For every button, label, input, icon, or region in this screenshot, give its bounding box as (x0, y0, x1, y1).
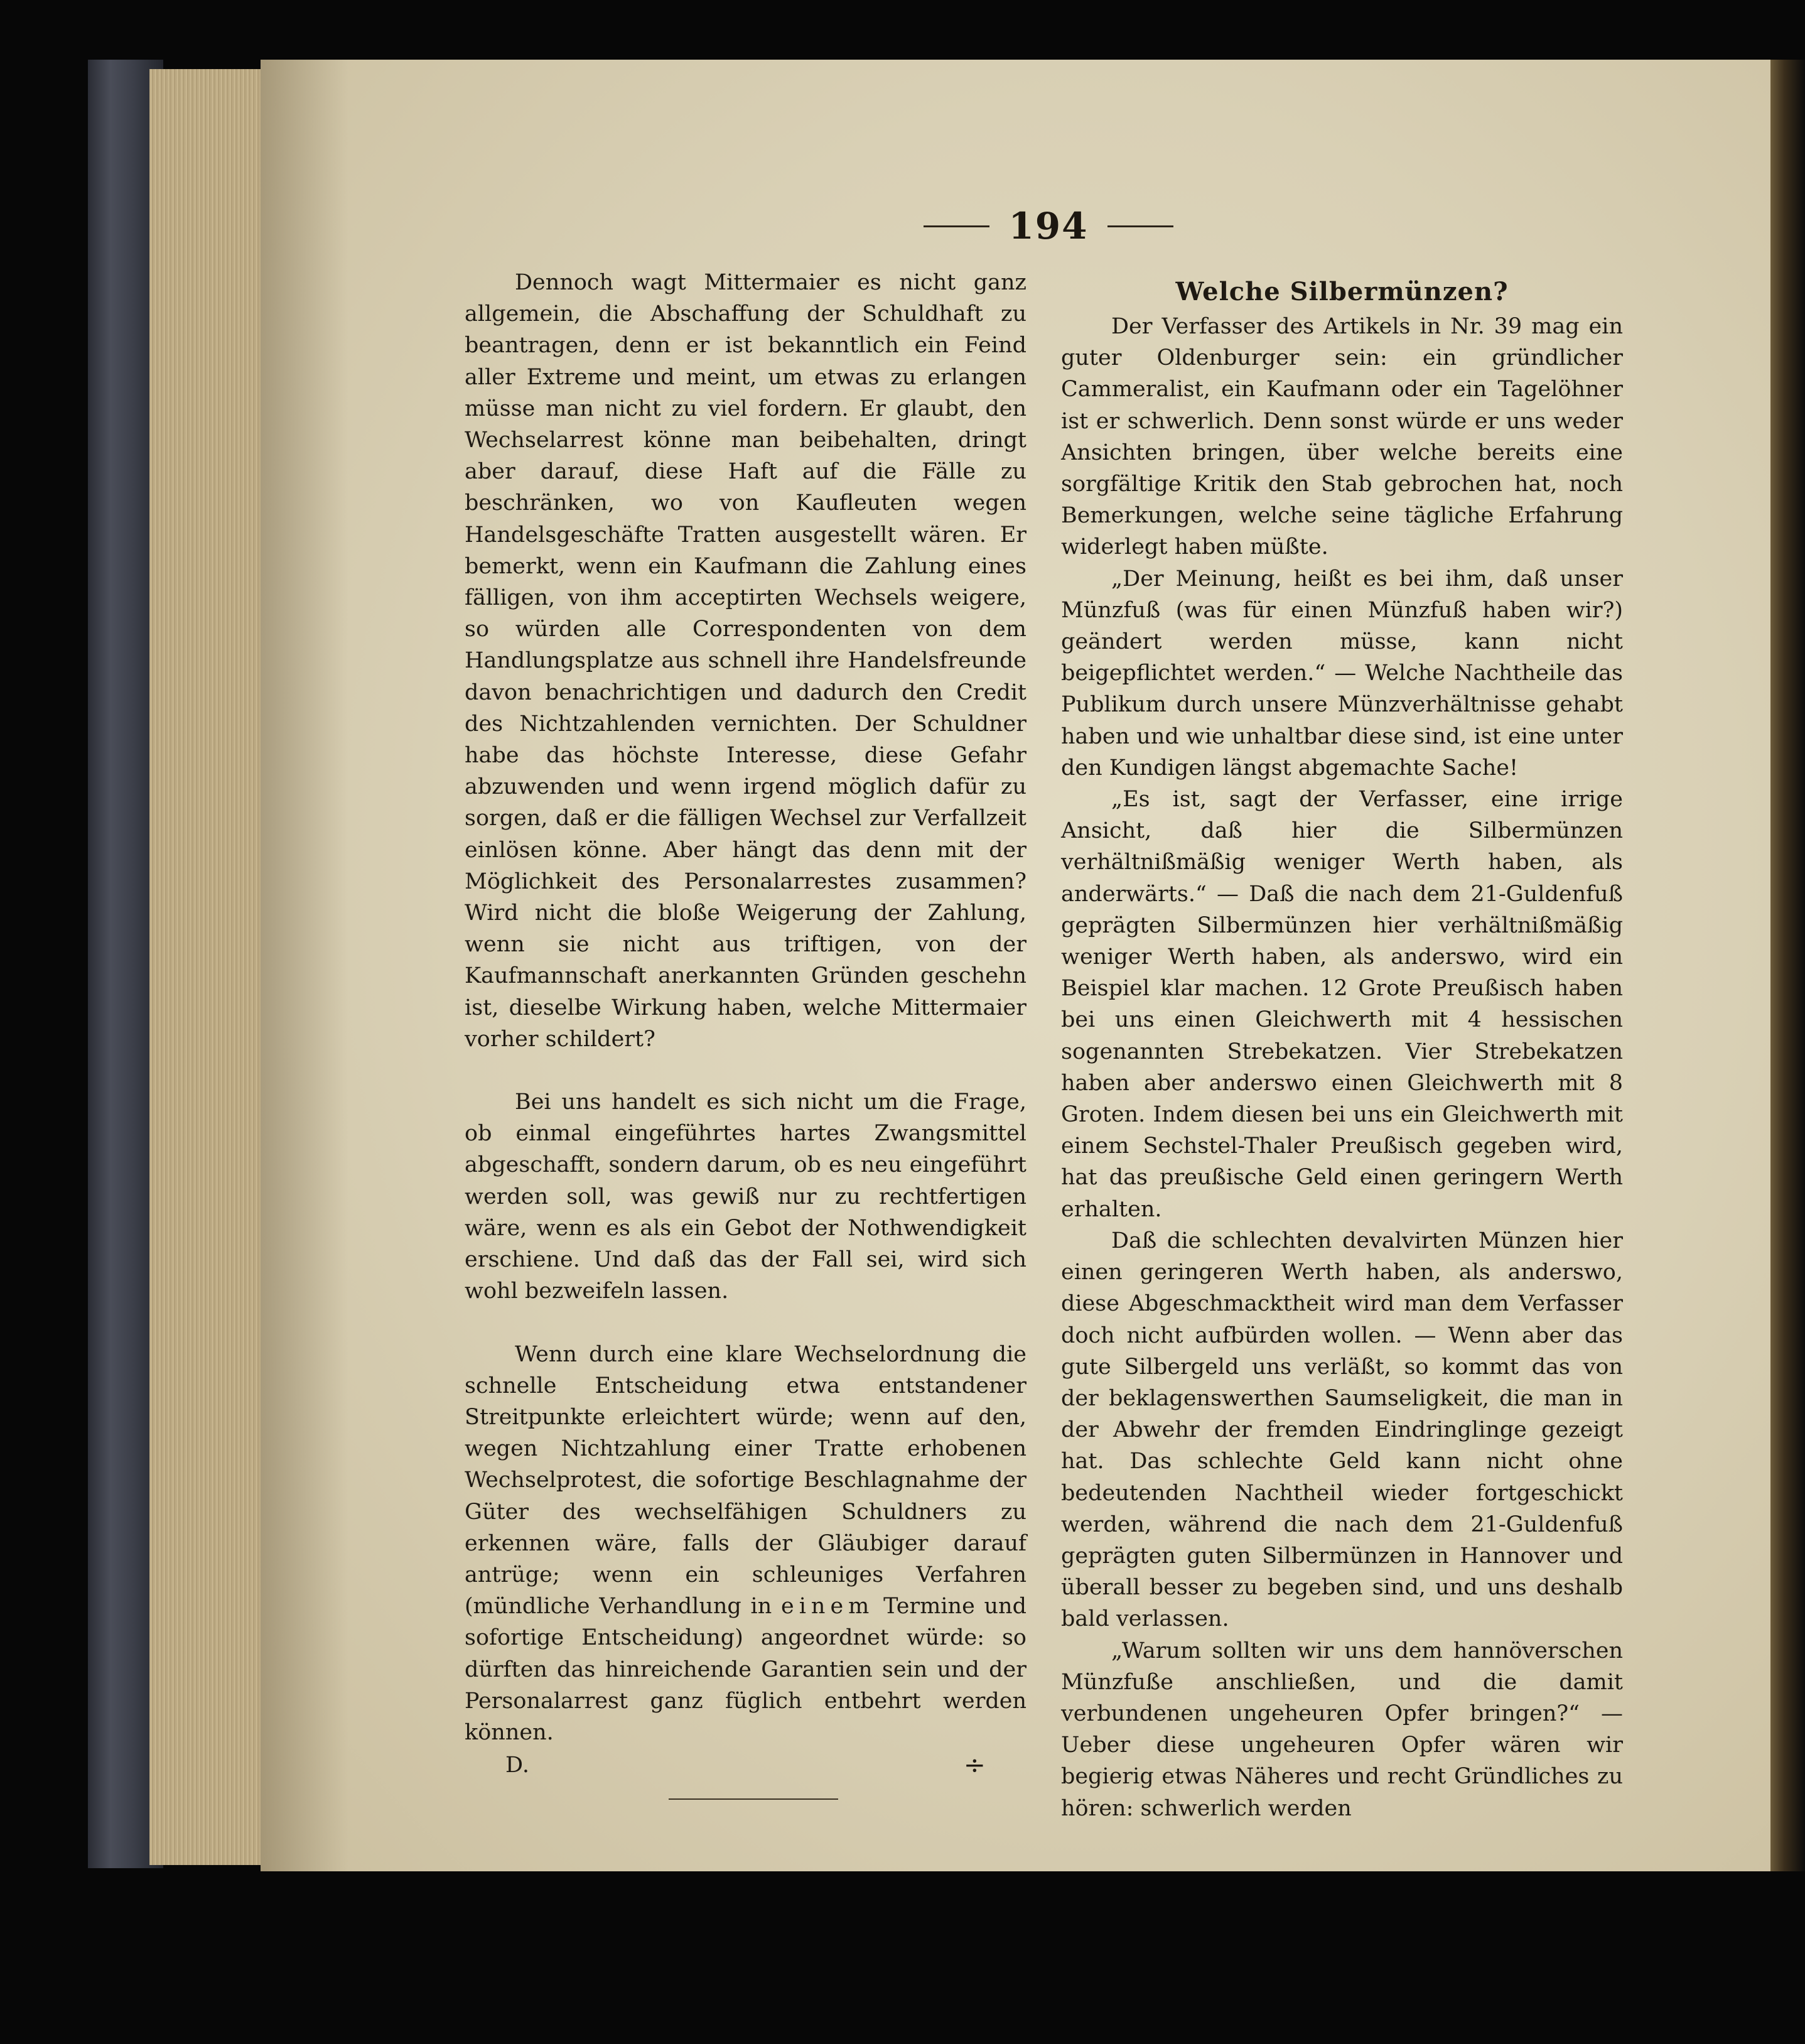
article-end-rule (669, 1798, 838, 1800)
left-paragraph-3 (465, 1339, 1026, 1749)
right-page-edge (1770, 60, 1805, 1871)
right-paragraph-5: „Warum sollten wir uns dem hannöverschen Münzfuße anschließen, und die damit verbundenen ungeheuren Opfer bringen?“ — Ueber diese ungeheuren Opfer wären wir begierig etwas Näheres und recht Gründliches zu hören: schwerlich werden (1061, 1638, 1623, 1821)
paragraph-gap (465, 1307, 1026, 1339)
gutter-shadow (261, 60, 348, 1871)
paragraph-gap (465, 1055, 1026, 1086)
page-block-edges (149, 69, 266, 1865)
page-number: 194 (1008, 205, 1089, 247)
left-paragraph-2: Bei uns handelt es sich nicht um die Frage, ob einmal eingeführtes hartes Zwangsmittel abgeschafft, sondern darum, ob es neu eingeführt werden soll, was gewiß nur zu rechtfertigen wäre, wenn es als ein Gebot der Nothwendigkeit erschiene. Und daß das der Fall sei, wird sich wohl bezweifeln lassen. (465, 1090, 1026, 1304)
left-column (465, 267, 1026, 1800)
article-title: Welche Silbermünzen? (1175, 277, 1509, 306)
right-paragraph-4: Daß die schlechten devalvirten Münzen hier einen geringeren Werth haben, als anderswo, diese Abgeschmacktheit wird man dem Verfasser doch nicht aufbürden wollen. — Wenn aber das gute Silbergeld uns verläßt, so kommt das von der beklagenswerthen Saumseligkeit, die man in der Abwehr der fremden Eindringlinge gezeigt hat. Das schlechte Geld kann nicht ohne bedeutenden Nachtheil wieder fortgeschickt werden, während die nach dem 21-Guldenfuß geprägten guten Silbermünzen in Hannover und überall besser zu begeben sind, und uns deshalb bald verlassen. (1061, 1228, 1623, 1632)
right-paragraph-1: Der Verfasser des Artikels in Nr. 39 mag ein guter Oldenburger sein: ein gründlicher Cammeralist, ein Kaufmann oder ein Tagelöhner ist er schwerlich. Denn sonst würde er uns weder Ansichten bringen, über welche bereits eine sorgfältige Kritik den Stab gebrochen hat, noch Bemerkungen, welche seine tägliche Erfahrung widerlegt haben müßte. (1061, 314, 1623, 560)
header-rule-left (924, 225, 989, 227)
end-mark: ÷ (963, 1749, 986, 1781)
author-signature: D. (505, 1753, 529, 1778)
left-paragraph-3-end: Termine und sofortige Entscheidung) angeordnet würde: so dürften das hinreichende Garantien sein und der Personalarrest ganz füglich entbehrt werden können. (465, 1594, 1026, 1745)
header-rule-right (1107, 225, 1173, 227)
right-column (1061, 273, 1623, 1824)
right-paragraph-2: „Der Meinung, heißt es bei ihm, daß unser Münzfuß (was für einen Münzfuß haben wir?) geändert werden müsse, kann nicht beigepflichtet werden.“ — Welche Nachtheile das Publikum durch unsere Münzverhältnisse gehabt haben und wie unhaltbar diese sind, ist eine unter den Kundigen längst abgemachte Sache! (1061, 566, 1623, 781)
left-paragraph-1: Dennoch wagt Mittermaier es nicht ganz allgemein, die Abschaffung der Schuldhaft zu beantragen, denn er ist bekanntlich ein Feind aller Extreme und meint, um etwas zu erlangen müsse man nicht zu viel fordern. Er glaubt, den Wechselarrest könne man beibehalten, dringt aber darauf, diese Haft auf die Fälle zu beschränken, wo von Kaufleuten wegen Handelsgeschäfte Tratten ausgestellt wären. Er bemerkt, wenn ein Kaufmann die Zahlung eines fälligen, von ihm acceptirten Wechsels weigere, so würden alle Correspondenten von dem Handlungsplatze aus schnell ihre Handelsfreunde davon benachrichtigen und dadurch den Credit des Nichtzahlenden vernichten. Der Schuldner habe das höchste Interesse, diese Gefahr abzuwenden und wenn irgend möglich dafür zu sorgen, daß er die fälligen Wechsel zur Verfallzeit einlösen könne. Aber hängt das denn mit der Möglichkeit des Personalarrestes zusammen? Wird nicht die bloße Weigerung der Zahlung, wenn sie nicht aus triftigen, von der Kaufmannschaft anerkannten Gründen geschehn ist, dieselbe Wirkung haben, welche Mittermaier vorher schildert? (465, 270, 1026, 1052)
page-header (904, 201, 1193, 251)
left-paragraph-3-start: Wenn durch eine klare Wechselordnung die schnelle Entscheidung etwa entstandener Streitpunkte erleichtert würde; wenn auf den, wegen Nichtzahlung einer Tratte erhobenen Wechselprotest, die sofortige Beschlagnahme der Güter des wechselfähigen Schuldners zu erkennen wäre, falls der Gläubiger darauf antrüge; wenn ein schleuniges Verfahren (mündliche Verhandlung in (465, 1341, 1026, 1620)
right-paragraph-3: „Es ist, sagt der Verfasser, eine irrige Ansicht, daß hier die Silbermünzen verhältnißmäßig weniger Werth haben, als anderwärts.“ — Daß die nach dem 21-Guldenfuß geprägten Silbermünzen hier verhältnißmäßig weniger Werth haben, als anderswo, wird ein Beispiel klar machen. 12 Grote Preußisch haben bei uns einen Gleichwerth mit 4 hessischen sogenannten Strebekatzen. Vier Strebekatzen haben aber anderswo einen Gleichwerth mit 8 Groten. Indem diesen bei uns ein Gleichwerth mit einem Sechstel-Thaler Preußisch gegeben wird, hat das preußische Geld einen geringern Werth erhalten. (1061, 787, 1623, 1222)
signature-row (465, 1749, 1026, 1781)
spaced-emphasis: einem (781, 1594, 875, 1620)
